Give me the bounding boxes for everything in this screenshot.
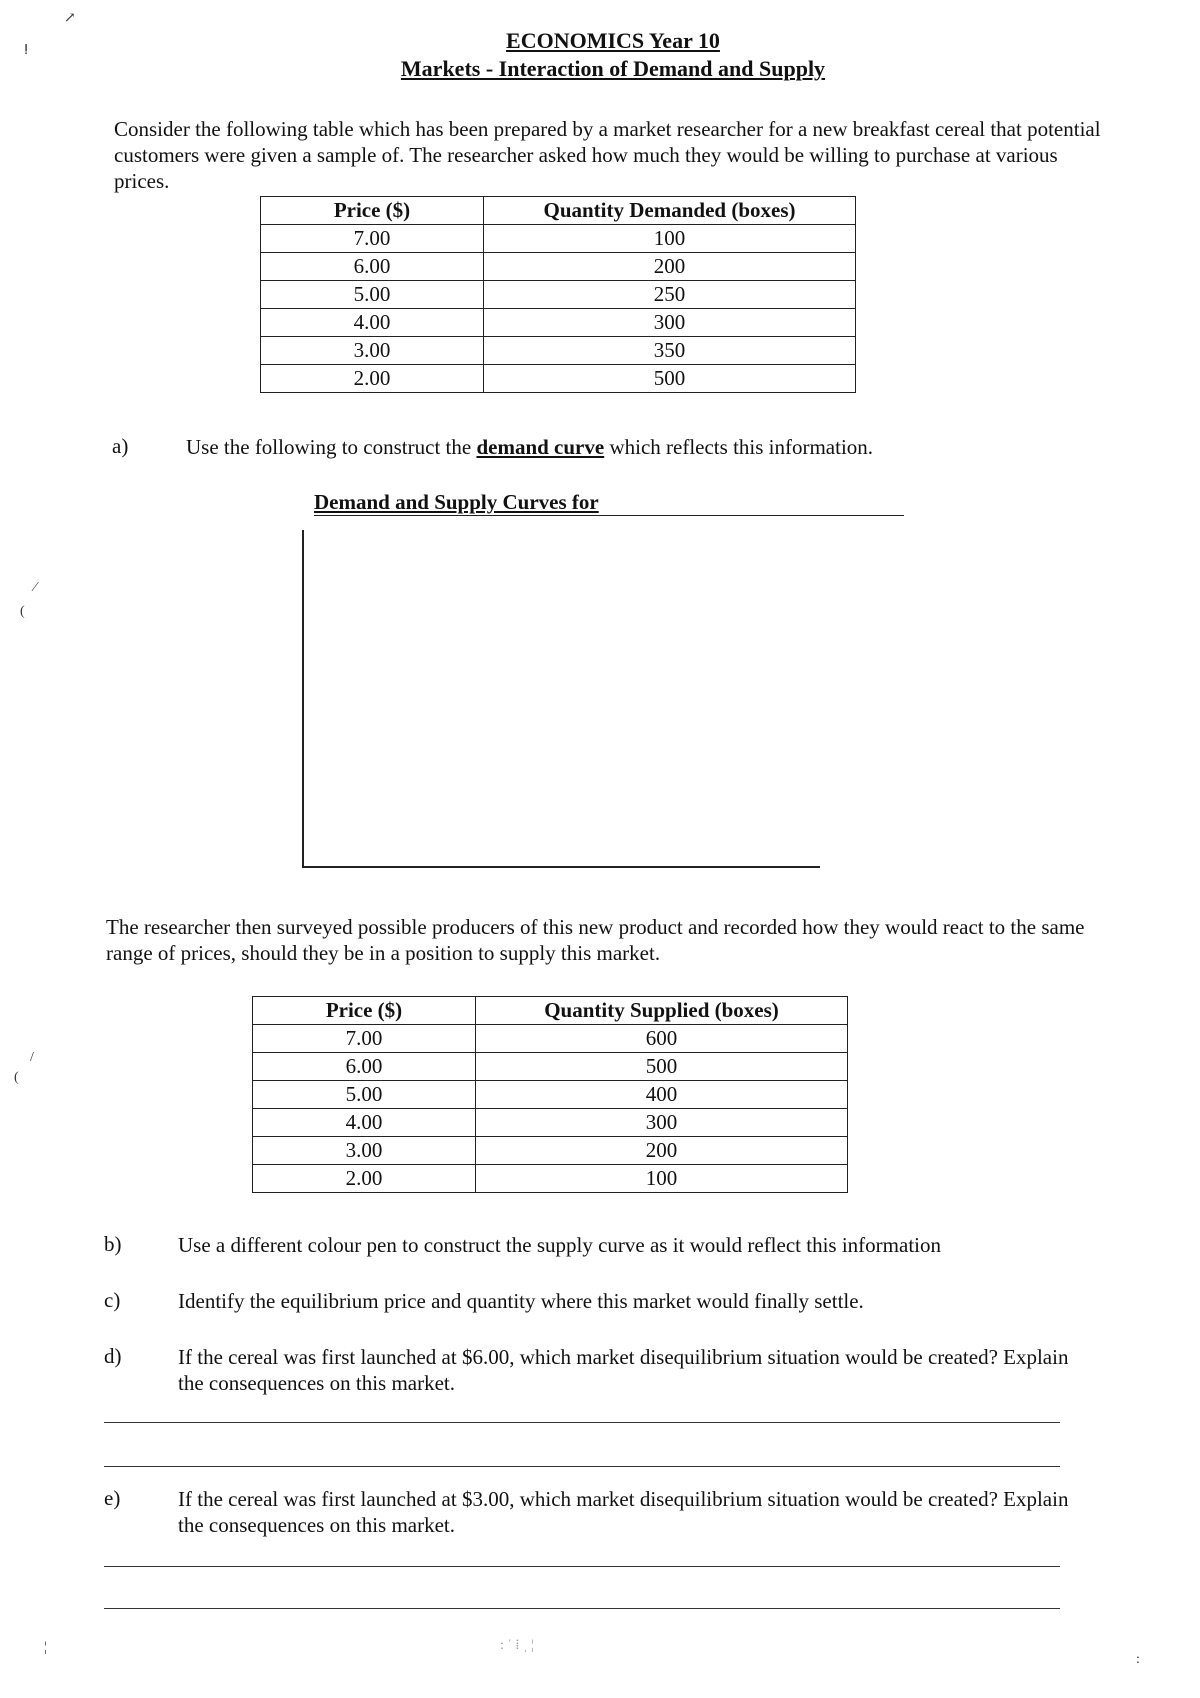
graph-y-axis (302, 530, 304, 866)
quantity-cell: 100 (476, 1165, 848, 1193)
question-a-text (186, 434, 1086, 460)
column-header-quantity: Quantity Demanded (boxes) (484, 197, 856, 225)
question-d-text: If the cereal was first launched at $6.00, which market disequilibrium situation would be created? Explain the consequences on this market. (178, 1345, 1069, 1395)
table-row (261, 365, 856, 393)
table-row (261, 225, 856, 253)
graph-drawing-area[interactable] (302, 530, 820, 866)
price-cell: 5.00 (261, 281, 484, 309)
price-cell: 6.00 (261, 253, 484, 281)
quantity-cell: 300 (476, 1109, 848, 1137)
question-d-label: d) (104, 1344, 122, 1368)
document-subtitle: Markets - Interaction of Demand and Supply (400, 56, 826, 81)
price-cell: 3.00 (261, 337, 484, 365)
question-e-label: e) (104, 1486, 121, 1510)
quantity-cell: 200 (476, 1137, 848, 1165)
table-row (261, 281, 856, 309)
scan-mark: ↗ (64, 11, 76, 26)
scan-mark: ⁄ (34, 580, 37, 595)
graph-x-axis (302, 866, 820, 868)
quantity-cell: 500 (476, 1053, 848, 1081)
question-a-text-before: Use the following to construct the (186, 435, 477, 459)
scan-mark: ( (14, 1070, 19, 1085)
column-header-price: Price ($) (261, 197, 484, 225)
price-cell: 6.00 (253, 1053, 476, 1081)
question-a-label: a) (112, 434, 129, 458)
table-row (253, 1137, 848, 1165)
question-c-label: c) (104, 1288, 121, 1312)
price-cell: 7.00 (261, 225, 484, 253)
document-title: ECONOMICS Year 10 (506, 28, 720, 53)
price-cell: 3.00 (253, 1137, 476, 1165)
table-row (253, 1109, 848, 1137)
table-row (261, 253, 856, 281)
table-header-row (253, 997, 848, 1025)
supply-intro-paragraph: The researcher then surveyed possible producers of this new product and recorded how they would react to the same range of prices, should they be in a position to supply this market. (106, 915, 1085, 965)
scan-mark: / (30, 1050, 34, 1065)
graph-title: Demand and Supply Curves for (314, 490, 904, 516)
quantity-cell: 400 (476, 1081, 848, 1109)
question-a-emphasis: demand curve (476, 435, 605, 459)
quantity-cell: 300 (484, 309, 856, 337)
answer-line[interactable] (104, 1422, 1060, 1423)
scan-mark: ⵑ (24, 43, 29, 58)
answer-line[interactable] (104, 1466, 1060, 1467)
quantity-cell: 350 (484, 337, 856, 365)
supply-table (252, 996, 848, 1193)
price-cell: 2.00 (253, 1165, 476, 1193)
question-c-text: Identify the equilibrium price and quantity where this market would finally settle. (178, 1289, 864, 1313)
intro-paragraph: Consider the following table which has been prepared by a market researcher for a new breakfast cereal that potential customers were given a sample of. The researcher asked how much they would be willing to purchase at various prices. (114, 117, 1101, 193)
table-row (261, 309, 856, 337)
table-row (253, 1025, 848, 1053)
price-cell: 4.00 (253, 1109, 476, 1137)
price-cell: 5.00 (253, 1081, 476, 1109)
quantity-cell: 200 (484, 253, 856, 281)
scan-mark: ¦ (44, 1640, 47, 1655)
column-header-price: Price ($) (253, 997, 476, 1025)
column-header-quantity: Quantity Supplied (boxes) (476, 997, 848, 1025)
scan-mark: : ˈ ⁞ ˌ ¦ (500, 1638, 534, 1653)
question-a-text-after: which reflects this information. (604, 435, 874, 459)
table-row (261, 337, 856, 365)
demand-table (260, 196, 856, 393)
price-cell: 7.00 (253, 1025, 476, 1053)
question-b-label: b) (104, 1232, 122, 1256)
scan-mark: : (1136, 1652, 1140, 1667)
question-b-text: Use a different colour pen to construct the supply curve as it would reflect this information (178, 1233, 941, 1257)
question-e-text: If the cereal was first launched at $3.00, which market disequilibrium situation would be created? Explain the consequences on this market. (178, 1487, 1069, 1537)
quantity-cell: 500 (484, 365, 856, 393)
quantity-cell: 250 (484, 281, 856, 309)
table-row (253, 1165, 848, 1193)
answer-line[interactable] (104, 1608, 1060, 1609)
answer-line[interactable] (104, 1566, 1060, 1567)
price-cell: 4.00 (261, 309, 484, 337)
quantity-cell: 100 (484, 225, 856, 253)
price-cell: 2.00 (261, 365, 484, 393)
quantity-cell: 600 (476, 1025, 848, 1053)
table-row (253, 1053, 848, 1081)
scan-mark: ( (20, 604, 25, 619)
table-row (253, 1081, 848, 1109)
table-header-row (261, 197, 856, 225)
